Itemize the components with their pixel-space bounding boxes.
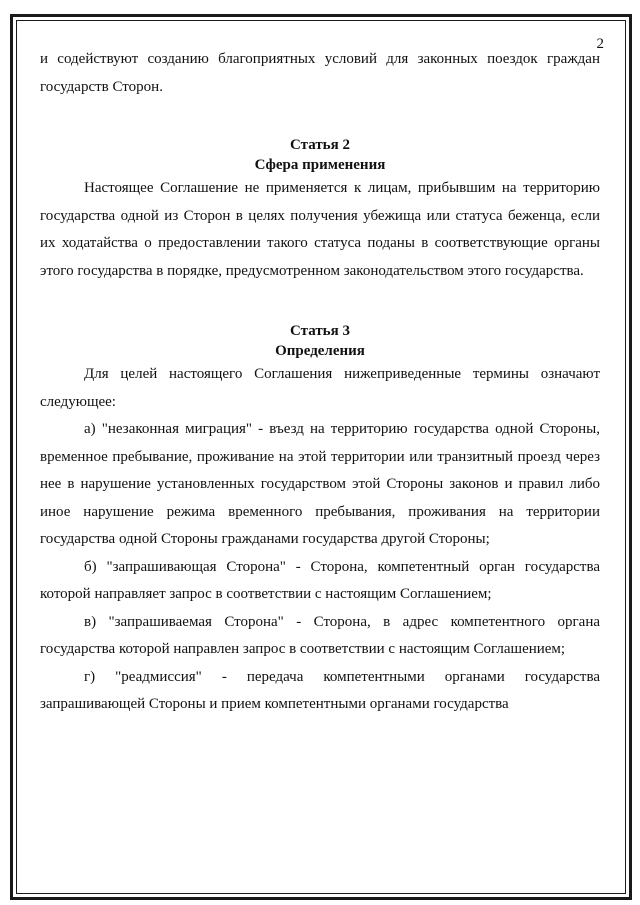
intro-paragraph: и содействуют созданию благоприятных условий для законных поездок граждан государств Сторон. bbox=[40, 51, 600, 95]
definition-item: в) "запрашиваемая Сторона" - Сторона, в адрес компетентного органа государства которой направлен запрос в соответствии с настоящим Соглашением; bbox=[40, 613, 600, 657]
definition-item: а) "незаконная миграция" - въезд на территорию государства одной Стороны, временное пребывание, проживание на этой территории или транзитный проезд через нее в нарушение установленных государством этой Стороны законов и правил либо иное нарушение режима временного пребывания, проживания на территории государства одной Стороны гражданами государства другой Стороны; bbox=[40, 421, 600, 547]
definition-item: б) "запрашивающая Сторона" - Сторона, компетентный орган государства которой направляет запрос в соответствии с настоящим Соглашением; bbox=[40, 558, 600, 602]
article-3-number: Статья 3 bbox=[290, 323, 350, 339]
article-2-number: Статья 2 bbox=[290, 137, 350, 153]
article-3-title: Определения bbox=[275, 343, 365, 359]
article-3-lead: Для целей настоящего Соглашения нижеприведенные термины означают следующее: bbox=[40, 366, 600, 410]
article-3-heading bbox=[40, 321, 600, 361]
page-number: 2 bbox=[596, 36, 604, 52]
article-2-paragraph: Настоящее Соглашение не применяется к лицам, прибывшим на территорию государства одной из Сторон в целях получения убежища или статуса беженца, если их ходатайства о предоставлении такого статуса поданы в соответствующие органы этого государства в порядке, предусмотренном законодательством этого государства. bbox=[40, 180, 600, 279]
article-2-heading bbox=[40, 135, 600, 175]
document-body bbox=[40, 46, 600, 719]
article-2-title: Сфера применения bbox=[254, 157, 386, 173]
definition-item: г) "реадмиссия" - передача компетентными органами государства запрашивающей Стороны и прием компетентными органами государства bbox=[40, 668, 600, 712]
